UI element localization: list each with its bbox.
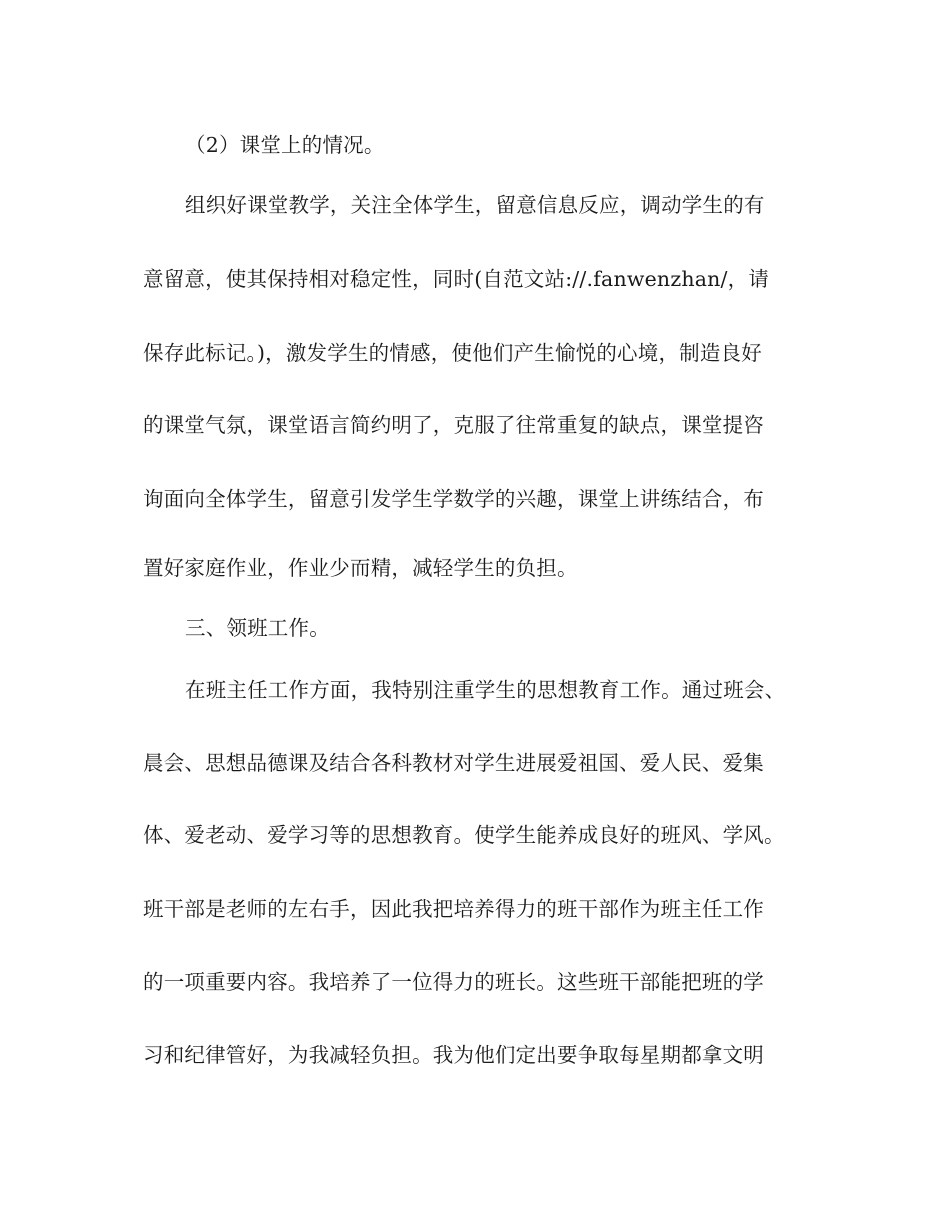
- paragraph-line: 班干部是老师的左右手，因此我把培养得力的班干部作为班主任工作: [143, 897, 764, 921]
- paragraph-line: 的课堂气氛，课堂语言简约明了，克服了往常重复的缺点，课堂提咨: [143, 413, 764, 437]
- paragraph-line: 晨会、思想品德课及结合各科教材对学生进展爱祖国、爱人民、爱集: [143, 751, 764, 775]
- paragraph-line: 的一项重要内容。我培养了一位得力的班长。这些班干部能把班的学: [143, 970, 764, 994]
- paragraph-line: 询面向全体学生，留意引发学生学数学的兴趣，课堂上讲练结合，布: [143, 487, 764, 511]
- paragraph-line: 组织好课堂教学，关注全体学生，留意信息反应，调动学生的有: [185, 193, 765, 217]
- paragraph-line: 意留意，使其保持相对稳定性，同时(自范文站://.fanwenzhan/，请: [143, 267, 770, 291]
- paragraph-line: 置好家庭作业，作业少而精，减轻学生的负担。: [143, 556, 578, 580]
- paragraph-line: 保存此标记。)，激发学生的情感，使他们产生愉悦的心境，制造良好: [143, 341, 762, 365]
- paragraph-line: 体、爱老动、爱学习等的思想教育。使学生能养成良好的班风、学风。: [143, 823, 785, 847]
- section-heading-classroom: （2）课堂上的情况。: [185, 133, 385, 157]
- section-heading-class-work: 三、领班工作。: [185, 616, 330, 640]
- paragraph-line: 习和纪律管好，为我减轻负担。我为他们定出要争取每星期都拿文明: [143, 1043, 764, 1067]
- paragraph-line: 在班主任工作方面，我特别注重学生的思想教育工作。通过班会、: [185, 678, 786, 702]
